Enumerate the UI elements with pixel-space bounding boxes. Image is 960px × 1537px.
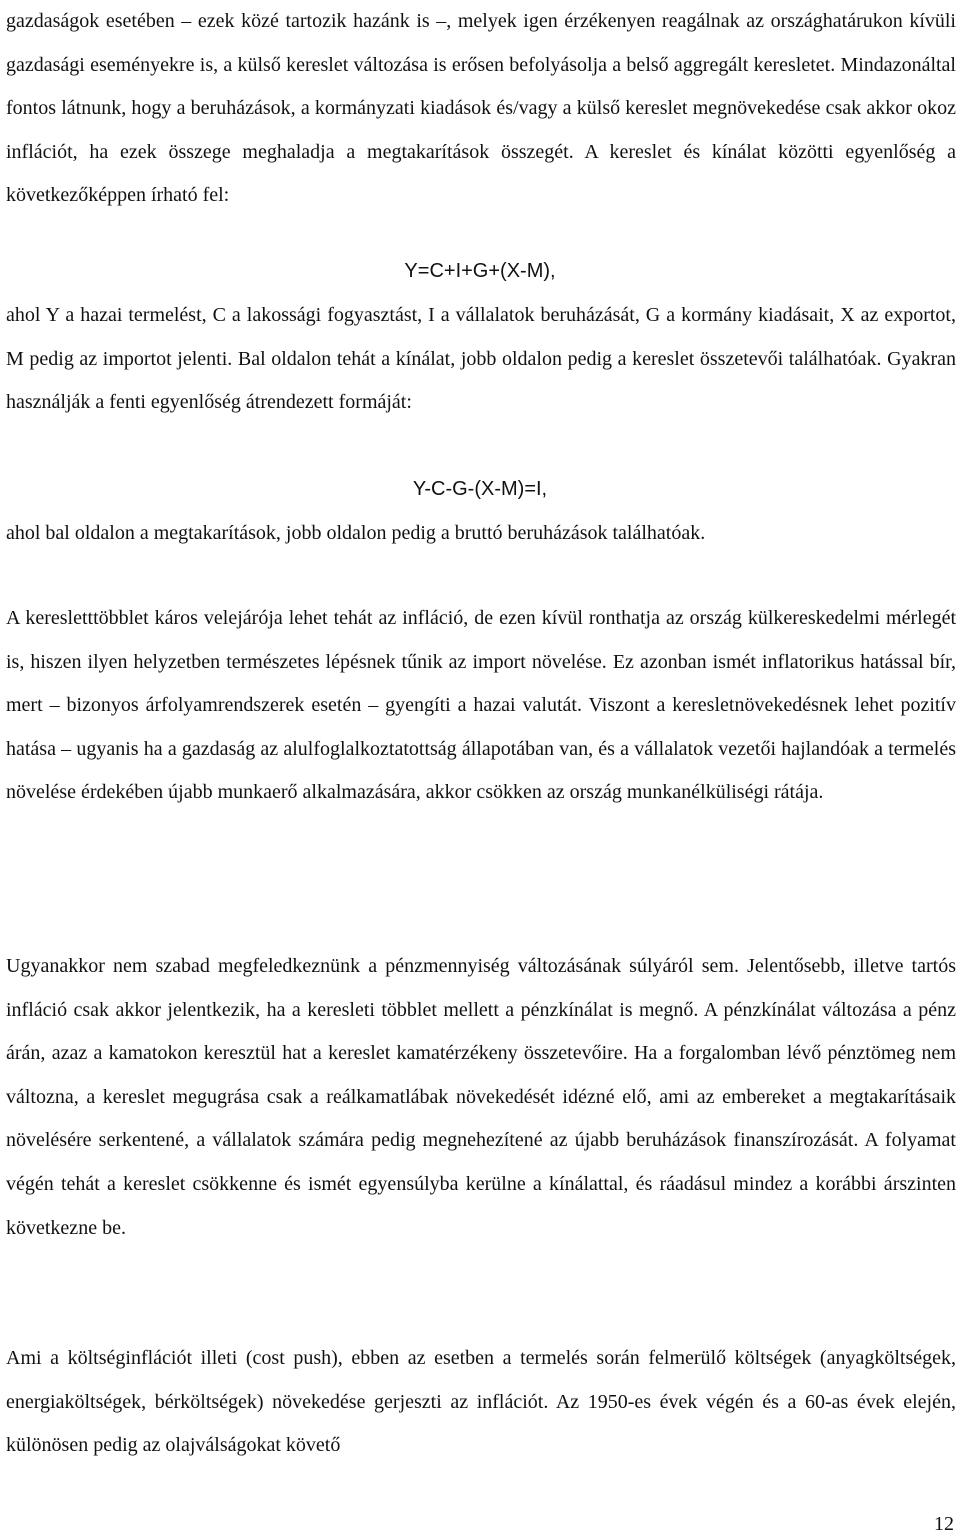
paragraph-variables: ahol Y a hazai termelést, C a lakossági fogyasztást, I a vállalatok beruházását, G a kormány kiadásait, X az exportot, M pedig az importot jelenti. Bal oldalon tehát a kínálat, jobb oldalon pedig a kereslet összetevői találhatóak. Gyakran használják a fenti egyenlőség átrendezett formáját:	[6, 304, 956, 414]
equation-demand-supply: Y=C+I+G+(X-M),	[404, 260, 556, 282]
paragraph-cost-push: Ami a költséginflációt illeti (cost push), ebben az esetben a termelés során felmerülő költségek (anyagköltségek, energiaköltségek, bérköltségek) növekedése gerjeszti az inflációt. Az 1950-es évek végén és a 60-as évek elején, különösen pedig az olajválságokat követő	[6, 1347, 956, 1457]
paragraph-intro: gazdaságok esetében – ezek közé tartozik hazánk is –, melyek igen érzékenyen reagálnak az országhatárukon kívüli gazdasági eseményekre is, a külső kereslet változása is erősen befolyásolja a belső aggregált keresletet. Mindazonáltal fontos látnunk, hogy a beruházások, a kormányzati kiadások és/vagy a külső kereslet megnövekedése csak akkor okoz inflációt, ha ezek összege meghaladja a megtakarítások összegét. A kereslet és kínálat közötti egyenlőség a következőképpen írható fel:	[6, 10, 956, 207]
paragraph-excess-demand: A keresletttöbblet káros velejárója lehet tehát az infláció, de ezen kívül ronthatja az ország külkereskedelmi mérlegét is, hiszen ilyen helyzetben természetes lépésnek tűnik az import növelése. Ez azonban ismét inflatorikus hatással bír, mert – bizonyos árfolyamrendszerek esetén – gyengíti a hazai valutát. Viszont a keresletnövekedésnek lehet pozitív hatása – ugyanis ha a gazdaság az alulfoglalkoztatottság állapotában van, és a vállalatok vezetői hajlandóak a termelés növelése érdekében újabb munkaerő alkalmazására, akkor csökken az ország munkanélküliségi rátája.	[6, 607, 956, 804]
equation-rearranged: Y-C-G-(X-M)=I,	[412, 478, 548, 500]
page-number: 12	[934, 1513, 954, 1535]
paragraph-savings: ahol bal oldalon a megtakarítások, jobb oldalon pedig a bruttó beruházások találhatóak.	[6, 522, 706, 544]
paragraph-money-supply: Ugyanakkor nem szabad megfeledkeznünk a pénzmennyiség változásának súlyáról sem. Jelentősebb, illetve tartós infláció csak akkor jelentkezik, ha a keresleti többlet mellett a pénzkínálat is megnő. A pénzkínálat változása a pénz árán, azaz a kamatokon keresztül hat a kereslet kamatérzékeny összetevőire. Ha a forgalomban lévő pénztömeg nem változna, a kereslet megugrása csak a reálkamatlábak növekedését idézné elő, ami az embereket a megtakarításaik növelésére serkentené, a vállalatok számára pedig megnehezítené az újabb beruházások finanszírozását. A folyamat végén tehát a kereslet csökkenne és ismét egyensúlyba kerülne a kínálattal, és ráadásul mindez a korábbi árszinten következne be.	[6, 955, 956, 1239]
